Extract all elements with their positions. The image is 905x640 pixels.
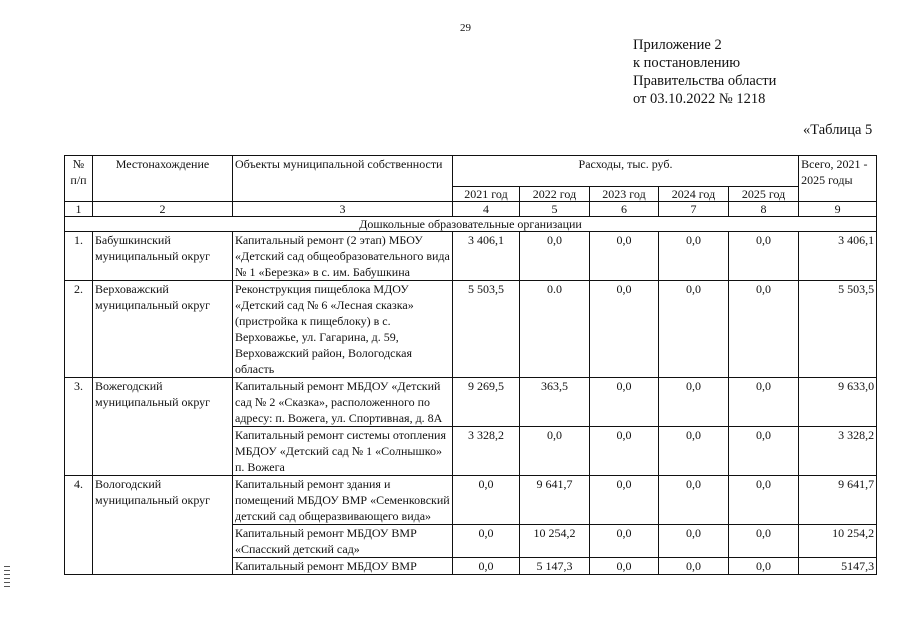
column-number: 5 (520, 202, 590, 217)
column-number: 4 (453, 202, 520, 217)
row-value-2024: 0,0 (659, 558, 729, 575)
row-total: 9 633,0 (799, 378, 877, 427)
row-total: 10 254,2 (799, 525, 877, 558)
appendix-line: от 03.10.2022 № 1218 (633, 91, 766, 107)
row-value-2022: 0,0 (520, 427, 590, 476)
row-value-2022: 10 254,2 (520, 525, 590, 558)
row-location: Бабушкинский муниципальный округ (93, 232, 233, 281)
row-value-2023: 0,0 (590, 281, 659, 378)
header-year: 2025 год (729, 187, 799, 202)
row-object: Капитальный ремонт МБДОУ ВМР (233, 558, 453, 575)
row-object: Капитальный ремонт МБДОУ «Детский сад № 2 «Сказка», расположенного по адресу: п. Вожега, ул. Спортивная, д. 8А (233, 378, 453, 427)
table-row (65, 232, 877, 281)
row-value-2023: 0,0 (590, 558, 659, 575)
header-year: 2021 год (453, 187, 520, 202)
row-total: 5147,3 (799, 558, 877, 575)
header-year: 2023 год (590, 187, 659, 202)
table-caption: «Таблица 5 (803, 122, 873, 138)
table-row (65, 281, 877, 378)
row-value-2023: 0,0 (590, 476, 659, 525)
column-number: 2 (93, 202, 233, 217)
row-object: Капитальный ремонт (2 этап) МБОУ «Детский сад общеобразовательного вида № 1 «Березка» в с. им. Бабушкина (233, 232, 453, 281)
row-value-2021: 0,0 (453, 476, 520, 525)
row-total: 9 641,7 (799, 476, 877, 525)
row-value-2025: 0,0 (729, 558, 799, 575)
row-value-2025: 0,0 (729, 378, 799, 427)
row-location: Вологодский муниципальный округ (93, 476, 233, 575)
row-num: 2. (65, 281, 93, 378)
appendix-line: Приложение 2 (633, 37, 722, 53)
column-number: 8 (729, 202, 799, 217)
column-number: 3 (233, 202, 453, 217)
row-total: 3 406,1 (799, 232, 877, 281)
row-num: 3. (65, 378, 93, 476)
row-value-2025: 0,0 (729, 281, 799, 378)
header-objects: Объекты муниципальной собственности (233, 156, 453, 202)
row-value-2021: 3 328,2 (453, 427, 520, 476)
row-value-2024: 0,0 (659, 232, 729, 281)
row-total: 3 328,2 (799, 427, 877, 476)
row-object: Капитальный ремонт МБДОУ ВМР «Спасский детский сад» (233, 525, 453, 558)
row-value-2022: 363,5 (520, 378, 590, 427)
row-value-2022: 5 147,3 (520, 558, 590, 575)
header-num: № п/п (65, 156, 93, 202)
row-object: Реконструкция пищеблока МДОУ «Детский сад № 6 «Лесная сказка» (пристройка к пищеблоку) в с. Верховажье, ул. Гагарина, д. 59, Верховажский район, Вологодская область (233, 281, 453, 378)
appendix-line: Правительства области (633, 73, 777, 89)
header-expenses: Расходы, тыс. руб. (453, 156, 799, 187)
table-row (65, 476, 877, 525)
row-value-2021: 0,0 (453, 525, 520, 558)
page-number: 29 (460, 22, 471, 34)
row-value-2025: 0,0 (729, 232, 799, 281)
row-value-2024: 0,0 (659, 378, 729, 427)
row-value-2023: 0,0 (590, 378, 659, 427)
column-number: 9 (799, 202, 877, 217)
row-object: Капитальный ремонт системы отопления МБДОУ «Детский сад № 1 «Солнышко» п. Вожега (233, 427, 453, 476)
row-location: Вожегодский муниципальный округ (93, 378, 233, 476)
row-value-2021: 3 406,1 (453, 232, 520, 281)
section-title: Дошкольные образовательные организации (65, 217, 877, 232)
row-value-2021: 9 269,5 (453, 378, 520, 427)
row-value-2023: 0,0 (590, 525, 659, 558)
row-value-2021: 5 503,5 (453, 281, 520, 378)
row-object: Капитальный ремонт здания и помещений МБДОУ ВМР «Семенковский детский сад общеразвивающего вида» (233, 476, 453, 525)
row-total: 5 503,5 (799, 281, 877, 378)
row-value-2022: 0.0 (520, 281, 590, 378)
header-location: Местонахождение (93, 156, 233, 202)
row-num: 4. (65, 476, 93, 575)
row-value-2025: 0,0 (729, 476, 799, 525)
table-row (65, 378, 877, 427)
row-value-2021: 0,0 (453, 558, 520, 575)
row-value-2022: 0,0 (520, 232, 590, 281)
binding-marks (4, 566, 10, 590)
header-year: 2024 год (659, 187, 729, 202)
appendix-line: к постановлению (633, 55, 741, 71)
row-value-2025: 0,0 (729, 525, 799, 558)
column-number: 7 (659, 202, 729, 217)
expenses-table (64, 155, 877, 575)
row-value-2022: 9 641,7 (520, 476, 590, 525)
column-number: 6 (590, 202, 659, 217)
row-value-2024: 0,0 (659, 281, 729, 378)
row-location: Верховажский муниципальный округ (93, 281, 233, 378)
appendix-heading (633, 36, 776, 108)
column-number: 1 (65, 202, 93, 217)
row-value-2023: 0,0 (590, 427, 659, 476)
row-value-2024: 0,0 (659, 525, 729, 558)
row-value-2024: 0,0 (659, 476, 729, 525)
row-value-2024: 0,0 (659, 427, 729, 476)
row-value-2025: 0,0 (729, 427, 799, 476)
header-year: 2022 год (520, 187, 590, 202)
row-value-2023: 0,0 (590, 232, 659, 281)
row-num: 1. (65, 232, 93, 281)
header-total: Всего, 2021 - 2025 годы (799, 156, 877, 202)
